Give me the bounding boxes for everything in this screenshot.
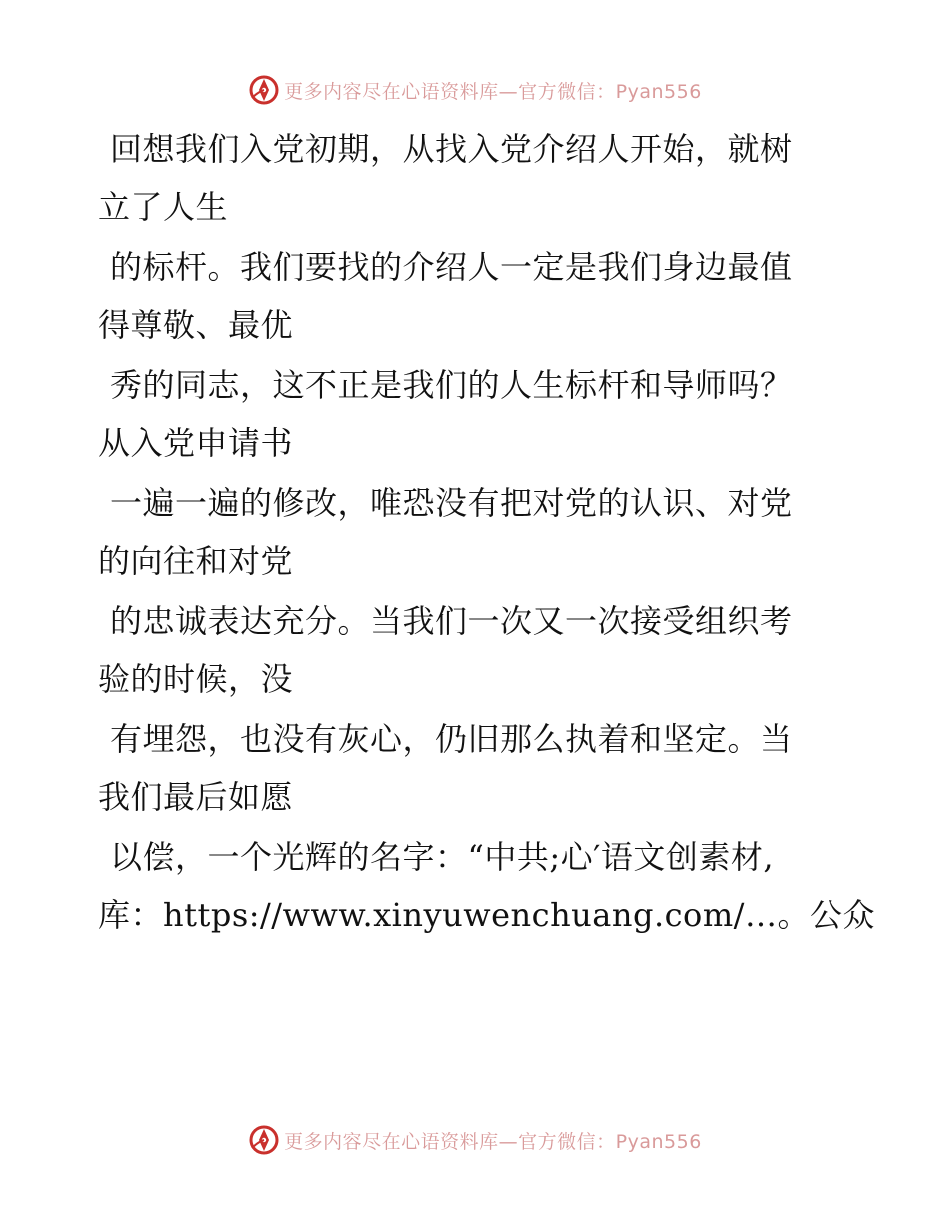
header-watermark-banner — [0, 70, 950, 110]
paragraph — [98, 238, 858, 354]
paragraph — [98, 120, 858, 236]
text-line: 立了人生 — [98, 188, 229, 226]
text-line: 的忠诚表达充分。当我们一次又一次接受组织考 — [110, 602, 793, 640]
footer-watermark-banner — [0, 1120, 950, 1160]
text-line: 验的时候，没 — [98, 660, 294, 698]
paragraph — [98, 710, 858, 826]
text-line: 的向往和对党 — [98, 542, 294, 580]
text-line: 一遍一遍的修改，唯恐没有把对党的认识、对党 — [110, 484, 793, 522]
text-line: 得尊敬、最优 — [98, 306, 294, 344]
header-watermark-text: 更多内容尽在心语资料库—官方微信：Pyan556 — [284, 80, 702, 103]
paragraph — [98, 356, 858, 472]
text-line: 库：https://www.xinyuwenchuang.com/…。公众 — [98, 896, 875, 934]
text-line: 有埋怨，也没有灰心，仍旧那么执着和坚定。当 — [110, 720, 793, 758]
footer-watermark-text: 更多内容尽在心语资料库—官方微信：Pyan556 — [284, 1130, 702, 1153]
text-line: 的标杆。我们要找的介绍人一定是我们身边最值 — [110, 248, 793, 286]
text-line: 回想我们入党初期，从找入党介绍人开始，就树 — [110, 130, 793, 168]
text-line: 秀的同志，这不正是我们的人生标杆和导师吗？ — [110, 366, 793, 404]
pen-nib-logo-icon — [248, 1124, 280, 1156]
pen-nib-logo-icon — [248, 74, 280, 106]
text-line: 我们最后如愿 — [98, 778, 294, 816]
paragraph — [98, 828, 875, 944]
paragraph — [98, 592, 858, 708]
text-line: 以偿，一个光辉的名字：“中共;心′语文创素材, — [110, 838, 775, 876]
document-body — [98, 120, 875, 946]
paragraph — [98, 474, 858, 590]
text-line: 从入党申请书 — [98, 424, 294, 462]
